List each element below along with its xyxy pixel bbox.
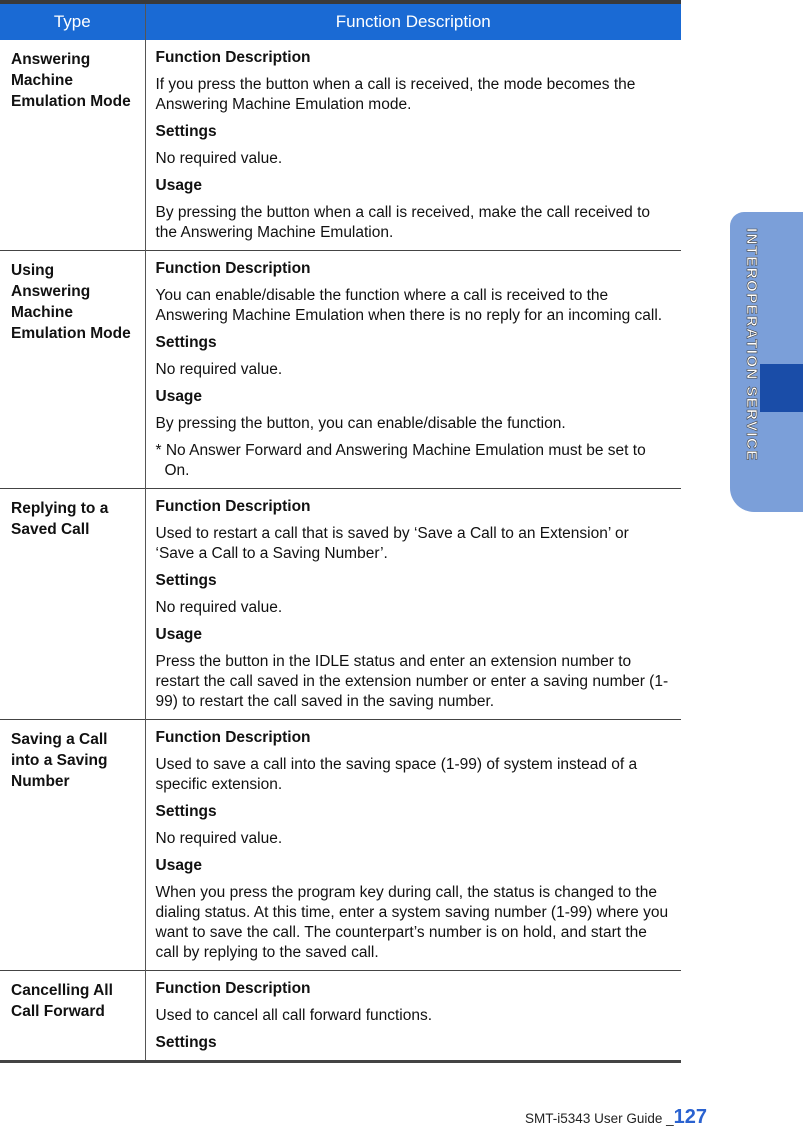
- row-type: Using Answering Machine Emulation Mode: [0, 251, 145, 489]
- row-description: [145, 489, 681, 720]
- section-heading: Settings: [155, 123, 217, 140]
- guide-title: SMT-i5343 User Guide _: [525, 1111, 674, 1126]
- section-heading: Function Description: [155, 260, 311, 277]
- section-heading: Usage: [155, 857, 203, 874]
- function-table: [0, 4, 681, 1063]
- page-footer: [525, 1106, 707, 1129]
- section-text: No required value.: [155, 361, 283, 378]
- description-column-header: Function Description: [145, 4, 681, 40]
- section-text: Used to restart a call that is saved by ‘Save a Call to an Extension’ or ‘Save a Call to a Saving Number’.: [155, 525, 629, 562]
- chapter-tab-label: INTEROPERATION SERVICE: [743, 228, 760, 462]
- section-text: You can enable/disable the function where a call is received to the Answering Machine Emulation when there is no reply for an incoming call.: [155, 287, 663, 324]
- section-heading: Function Description: [155, 49, 311, 66]
- section-heading: Function Description: [155, 980, 311, 997]
- section-heading: Usage: [155, 388, 203, 405]
- section-text: If you press the button when a call is received, the mode becomes the Answering Machine Emulation mode.: [155, 76, 636, 113]
- section-heading: Settings: [155, 334, 217, 351]
- type-column-header: Type: [0, 4, 145, 40]
- row-type: Answering Machine Emulation Mode: [0, 40, 145, 251]
- row-description: [145, 720, 681, 971]
- row-type: Replying to a Saved Call: [0, 489, 145, 720]
- table-row: [0, 489, 681, 720]
- row-description: [145, 971, 681, 1062]
- table-row: [0, 40, 681, 251]
- section-heading: Function Description: [155, 498, 311, 515]
- chapter-tab-marker: [760, 364, 803, 412]
- section-text: Used to save a call into the saving space (1-99) of system instead of a specific extension.: [155, 756, 638, 793]
- row-description: [145, 40, 681, 251]
- section-heading: Settings: [155, 572, 217, 589]
- section-text: No required value.: [155, 599, 283, 616]
- section-text: Used to cancel all call forward functions.: [155, 1007, 433, 1024]
- table-header-row: [0, 4, 681, 40]
- section-heading: Usage: [155, 177, 203, 194]
- row-description: [145, 251, 681, 489]
- section-heading: Settings: [155, 1034, 217, 1051]
- section-text: When you press the program key during call, the status is changed to the dialing status. At this time, enter a system saving number (1-99) where you want to save the call. The counterpart’s number is on hold, and start the call by replying to the saved call.: [155, 884, 669, 961]
- section-heading: Function Description: [155, 729, 311, 746]
- section-text: No required value.: [155, 150, 283, 167]
- table-row: [0, 971, 681, 1062]
- section-text: By pressing the button when a call is received, make the call received to the Answering Machine Emulation.: [155, 204, 651, 241]
- section-text: By pressing the button, you can enable/disable the function.: [155, 415, 566, 432]
- section-heading: Settings: [155, 803, 217, 820]
- section-text: Press the button in the IDLE status and enter an extension number to restart the call saved in the extension number or enter a saving number (1-99) to restart the call saved in the saving number.: [155, 653, 669, 710]
- row-type: Saving a Call into a Saving Number: [0, 720, 145, 971]
- table-row: [0, 720, 681, 971]
- note-text: * No Answer Forward and Answering Machine Emulation must be set to On.: [155, 442, 646, 479]
- section-heading: Usage: [155, 626, 203, 643]
- page-number: 127: [673, 1106, 707, 1128]
- row-type: Cancelling All Call Forward: [0, 971, 145, 1062]
- section-text: No required value.: [155, 830, 283, 847]
- chapter-side-tab: [730, 212, 803, 512]
- table-row: [0, 251, 681, 489]
